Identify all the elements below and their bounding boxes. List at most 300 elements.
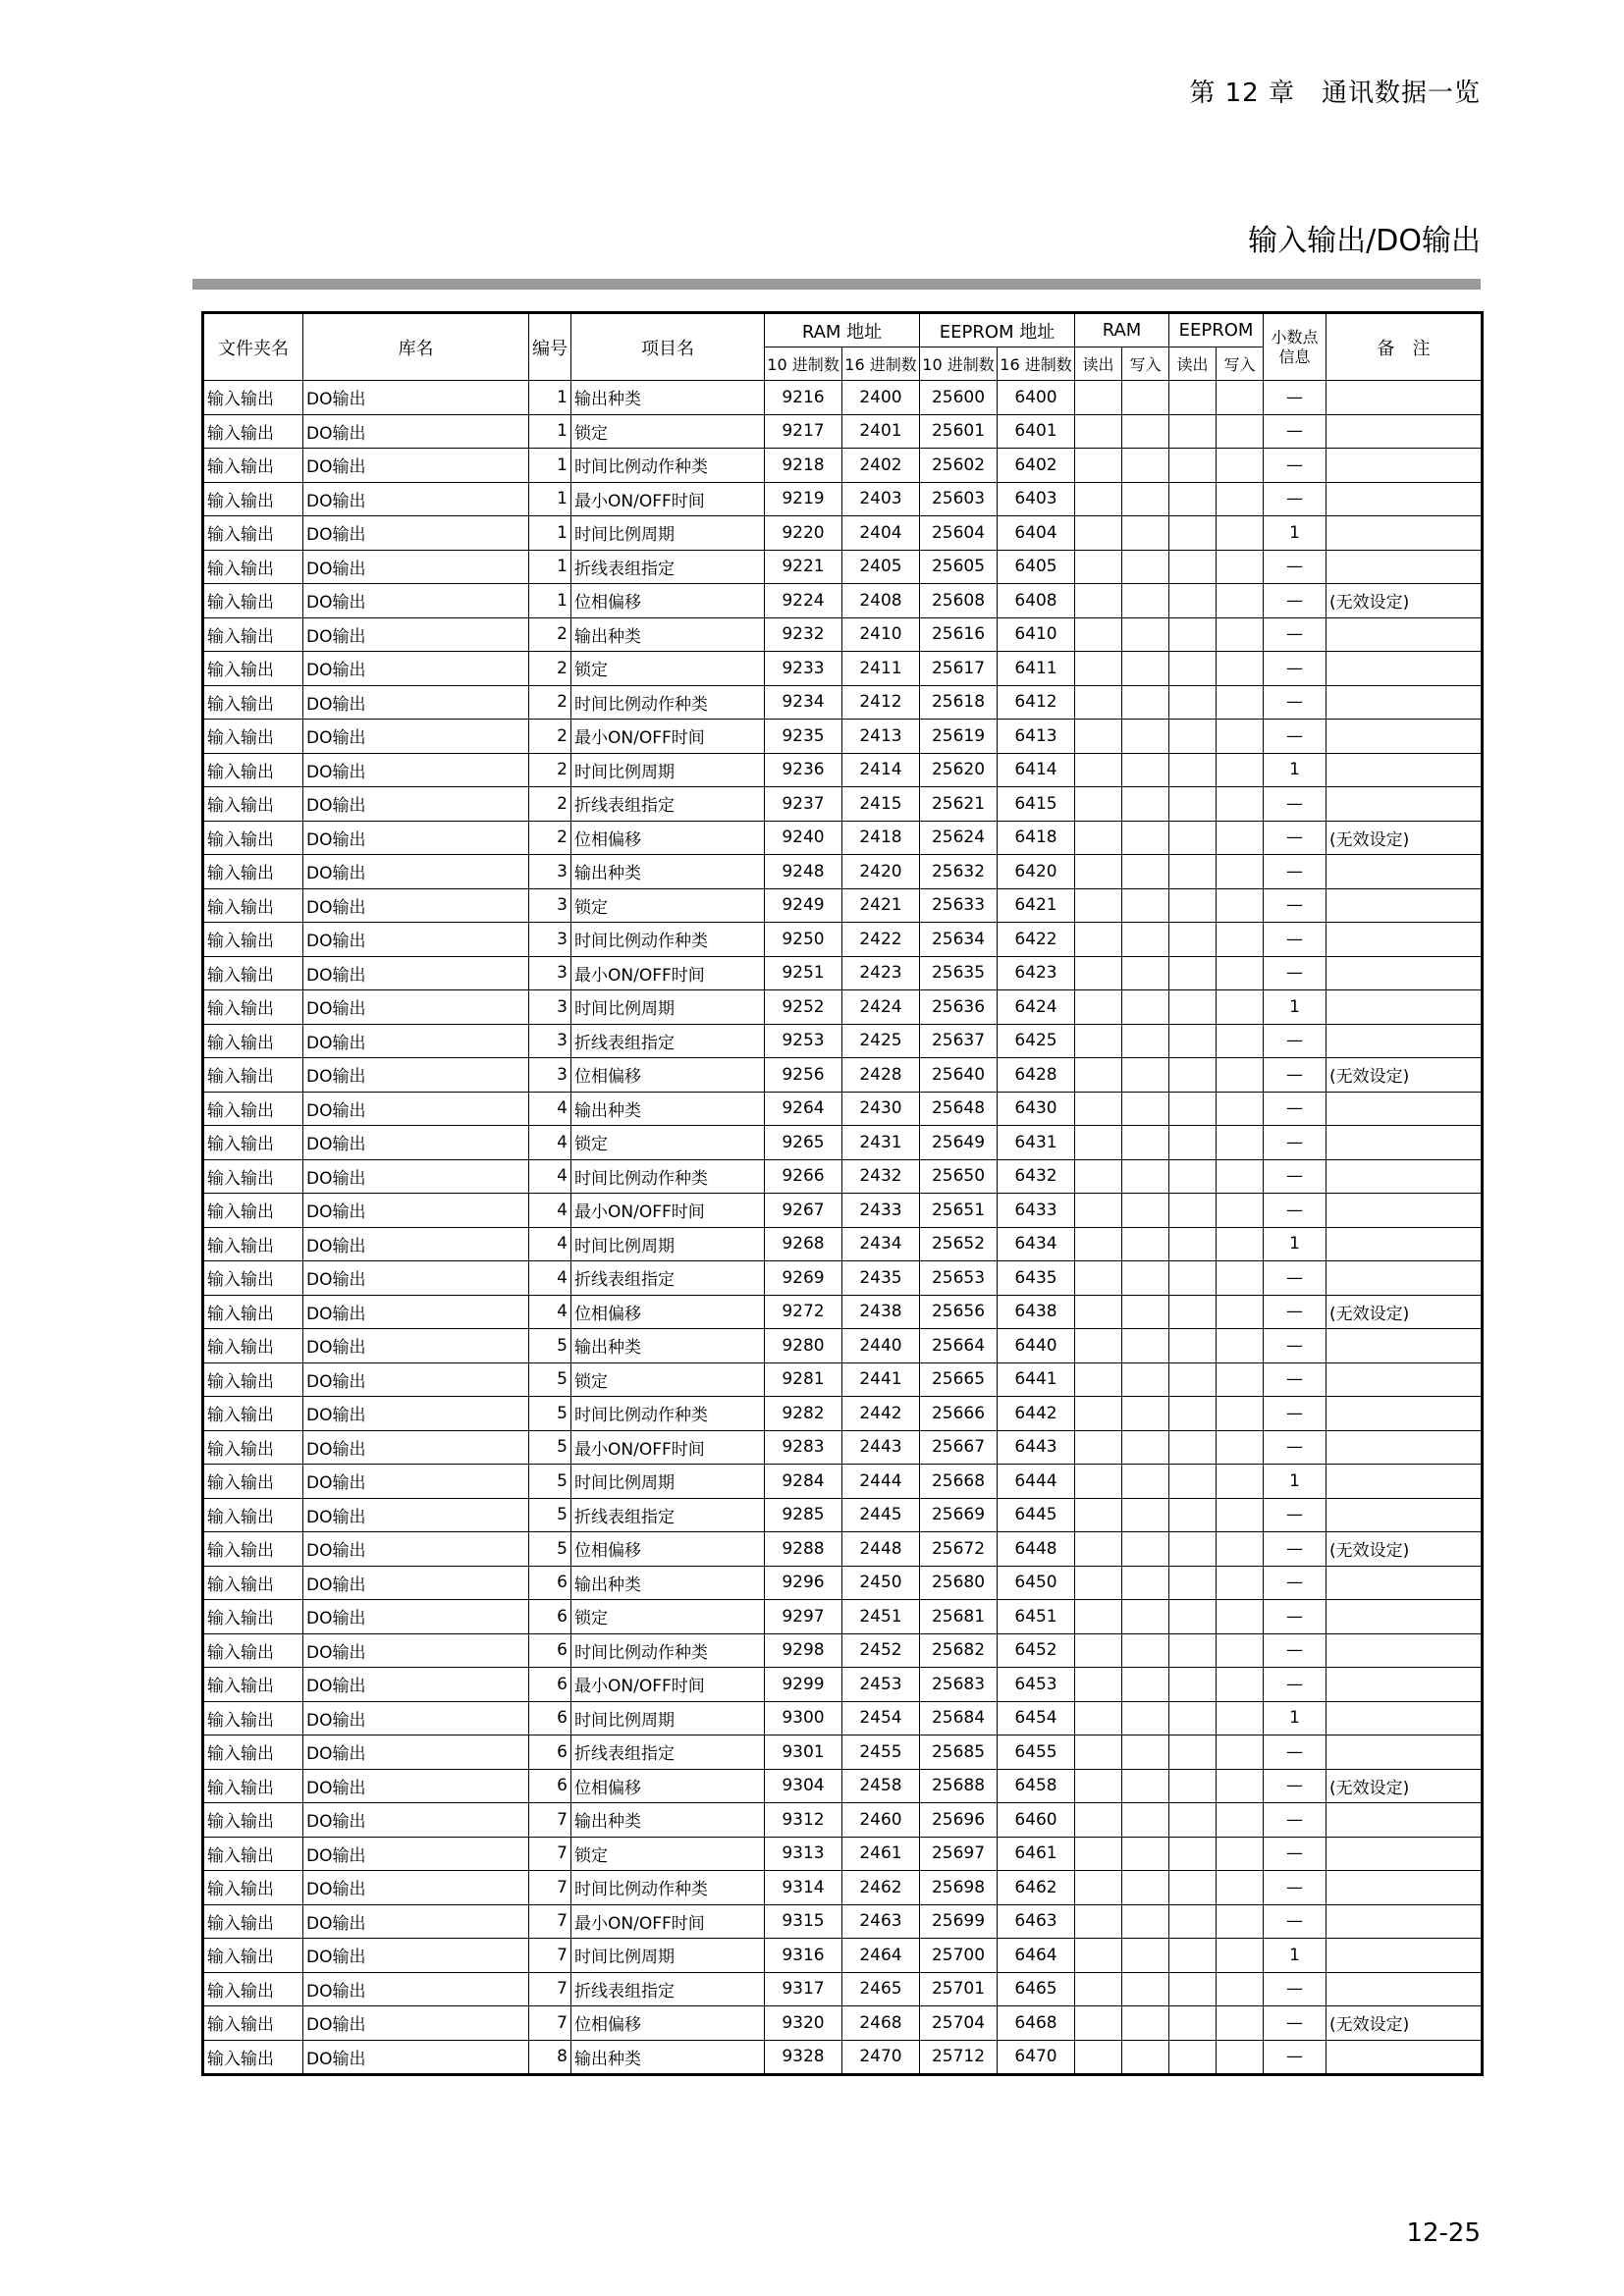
eeprom-hex-cell: 6425 (998, 1024, 1075, 1058)
library-cell: DO输出 (303, 1295, 529, 1329)
folder-cell: 输入输出 (203, 414, 303, 449)
eeprom-dec-cell: 25698 (920, 1871, 998, 1905)
ram-write-cell (1122, 821, 1169, 855)
ram-read-cell (1075, 1329, 1122, 1363)
remarks-cell (1326, 720, 1483, 754)
ram-read-cell (1075, 381, 1122, 415)
ram-hex-cell: 2464 (842, 1939, 920, 1973)
table-row (203, 1498, 1483, 1532)
folder-cell: 输入输出 (203, 753, 303, 787)
eeprom-read-cell (1169, 1633, 1217, 1668)
ram-write-cell (1122, 2040, 1169, 2075)
ram-write-cell (1122, 990, 1169, 1025)
eeprom-write-cell (1217, 720, 1264, 754)
library-cell: DO输出 (303, 2040, 529, 2075)
eeprom-write-cell (1217, 414, 1264, 449)
table-row (203, 1159, 1483, 1194)
decimal-info-cell: — (1264, 414, 1326, 449)
library-cell: DO输出 (303, 1939, 529, 1973)
ram-read-cell (1075, 1803, 1122, 1838)
item-name-cell: 最小ON/OFF时间 (571, 1430, 765, 1465)
number-cell: 4 (529, 1295, 571, 1329)
eeprom-hex-cell: 6411 (998, 652, 1075, 686)
ram-write-cell (1122, 1769, 1169, 1803)
header-library: 库名 (303, 313, 529, 381)
remarks-cell (1326, 652, 1483, 686)
decimal-info-cell: 1 (1264, 1939, 1326, 1973)
table-row (203, 1532, 1483, 1567)
ram-read-cell (1075, 1972, 1122, 2006)
eeprom-hex-cell: 6433 (998, 1194, 1075, 1228)
table-row (203, 414, 1483, 449)
decimal-info-cell: — (1264, 1058, 1326, 1093)
ram-dec-cell: 9221 (765, 550, 842, 584)
item-name-cell: 时间比例周期 (571, 1227, 765, 1261)
ram-hex-cell: 2430 (842, 1092, 920, 1126)
table-row (203, 2040, 1483, 2075)
ram-hex-cell: 2438 (842, 1295, 920, 1329)
table-row (203, 1362, 1483, 1397)
eeprom-write-cell (1217, 1735, 1264, 1770)
eeprom-dec-cell: 25621 (920, 787, 998, 822)
ram-hex-cell: 2420 (842, 855, 920, 889)
item-name-cell: 最小ON/OFF时间 (571, 1194, 765, 1228)
eeprom-hex-cell: 6412 (998, 685, 1075, 720)
ram-write-cell (1122, 923, 1169, 957)
eeprom-hex-cell: 6414 (998, 753, 1075, 787)
number-cell: 1 (529, 414, 571, 449)
ram-write-cell (1122, 1126, 1169, 1160)
item-name-cell: 时间比例周期 (571, 1939, 765, 1973)
item-name-cell: 输出种类 (571, 1803, 765, 1838)
eeprom-read-cell (1169, 1159, 1217, 1194)
decimal-info-cell: — (1264, 956, 1326, 990)
remarks-cell (1326, 753, 1483, 787)
item-name-cell: 时间比例动作种类 (571, 1397, 765, 1431)
eeprom-dec-cell: 25712 (920, 2040, 998, 2075)
number-cell: 5 (529, 1362, 571, 1397)
folder-cell: 输入输出 (203, 1532, 303, 1567)
decimal-info-cell: — (1264, 2040, 1326, 2075)
ram-dec-cell: 9218 (765, 449, 842, 483)
eeprom-read-cell (1169, 888, 1217, 923)
item-name-cell: 折线表组指定 (571, 550, 765, 584)
item-name-cell: 时间比例动作种类 (571, 449, 765, 483)
eeprom-hex-cell: 6462 (998, 1871, 1075, 1905)
folder-cell: 输入输出 (203, 381, 303, 415)
item-name-cell: 位相偏移 (571, 584, 765, 618)
folder-cell: 输入输出 (203, 1803, 303, 1838)
number-cell: 1 (529, 381, 571, 415)
remarks-cell (1326, 956, 1483, 990)
ram-hex-cell: 2412 (842, 685, 920, 720)
eeprom-dec-cell: 25608 (920, 584, 998, 618)
decimal-info-cell: — (1264, 1024, 1326, 1058)
eeprom-hex-cell: 6458 (998, 1769, 1075, 1803)
ram-read-cell (1075, 720, 1122, 754)
ram-dec-cell: 9304 (765, 1769, 842, 1803)
folder-cell: 输入输出 (203, 685, 303, 720)
ram-read-cell (1075, 2040, 1122, 2075)
eeprom-dec-cell: 25637 (920, 1024, 998, 1058)
eeprom-write-cell (1217, 1397, 1264, 1431)
communication-data-table (201, 311, 1484, 2076)
eeprom-hex-cell: 6431 (998, 1126, 1075, 1160)
ram-write-cell (1122, 1803, 1169, 1838)
folder-cell: 输入输出 (203, 1871, 303, 1905)
folder-cell: 输入输出 (203, 1769, 303, 1803)
eeprom-write-cell (1217, 1058, 1264, 1093)
eeprom-write-cell (1217, 584, 1264, 618)
eeprom-read-cell (1169, 990, 1217, 1025)
eeprom-read-cell (1169, 482, 1217, 516)
ram-dec-cell: 9250 (765, 923, 842, 957)
ram-read-cell (1075, 685, 1122, 720)
eeprom-read-cell (1169, 1362, 1217, 1397)
ram-read-cell (1075, 956, 1122, 990)
ram-dec-cell: 9298 (765, 1633, 842, 1668)
ram-dec-cell: 9299 (765, 1668, 842, 1702)
eeprom-dec-cell: 25633 (920, 888, 998, 923)
eeprom-read-cell (1169, 584, 1217, 618)
library-cell: DO输出 (303, 1904, 529, 1939)
ram-write-cell (1122, 1465, 1169, 1499)
eeprom-read-cell (1169, 1837, 1217, 1871)
eeprom-dec-cell: 25669 (920, 1498, 998, 1532)
ram-hex-cell: 2418 (842, 821, 920, 855)
folder-cell: 输入输出 (203, 2006, 303, 2041)
folder-cell: 输入输出 (203, 1465, 303, 1499)
item-name-cell: 时间比例周期 (571, 1701, 765, 1735)
ram-hex-cell: 2444 (842, 1465, 920, 1499)
decimal-info-cell: — (1264, 550, 1326, 584)
ram-read-cell (1075, 617, 1122, 652)
header-ram: RAM (1075, 313, 1169, 347)
ram-read-cell (1075, 1465, 1122, 1499)
ram-write-cell (1122, 1092, 1169, 1126)
table-row (203, 1397, 1483, 1431)
item-name-cell: 输出种类 (571, 2040, 765, 2075)
eeprom-write-cell (1217, 1092, 1264, 1126)
library-cell: DO输出 (303, 1837, 529, 1871)
ram-read-cell (1075, 1837, 1122, 1871)
decimal-info-cell: — (1264, 617, 1326, 652)
remarks-cell (1326, 516, 1483, 551)
remarks-cell (1326, 1803, 1483, 1838)
table-row (203, 720, 1483, 754)
eeprom-write-cell (1217, 1261, 1264, 1296)
folder-cell: 输入输出 (203, 449, 303, 483)
table-row (203, 990, 1483, 1025)
page-number: 12-25 (1406, 2218, 1481, 2248)
header-eeprom-hex: 16 进制数 (998, 347, 1075, 381)
library-cell: DO输出 (303, 381, 529, 415)
ram-write-cell (1122, 787, 1169, 822)
eeprom-hex-cell: 6461 (998, 1837, 1075, 1871)
header-eeprom-dec: 10 进制数 (920, 347, 998, 381)
ram-dec-cell: 9267 (765, 1194, 842, 1228)
folder-cell: 输入输出 (203, 720, 303, 754)
folder-cell: 输入输出 (203, 617, 303, 652)
ram-hex-cell: 2414 (842, 753, 920, 787)
number-cell: 4 (529, 1227, 571, 1261)
number-cell: 3 (529, 956, 571, 990)
decimal-info-cell: — (1264, 685, 1326, 720)
ram-read-cell (1075, 652, 1122, 686)
folder-cell: 输入输出 (203, 550, 303, 584)
eeprom-dec-cell: 25600 (920, 381, 998, 415)
number-cell: 2 (529, 787, 571, 822)
remarks-cell (1326, 381, 1483, 415)
table-row (203, 1194, 1483, 1228)
ram-read-cell (1075, 449, 1122, 483)
decimal-info-cell: — (1264, 1532, 1326, 1567)
item-name-cell: 锁定 (571, 1600, 765, 1634)
eeprom-write-cell (1217, 685, 1264, 720)
library-cell: DO输出 (303, 1261, 529, 1296)
remarks-cell (1326, 449, 1483, 483)
eeprom-hex-cell: 6460 (998, 1803, 1075, 1838)
item-name-cell: 位相偏移 (571, 1532, 765, 1567)
folder-cell: 输入输出 (203, 1939, 303, 1973)
folder-cell: 输入输出 (203, 1904, 303, 1939)
remarks-cell (1326, 414, 1483, 449)
ram-dec-cell: 9253 (765, 1024, 842, 1058)
eeprom-read-cell (1169, 652, 1217, 686)
eeprom-hex-cell: 6410 (998, 617, 1075, 652)
ram-dec-cell: 9216 (765, 381, 842, 415)
number-cell: 6 (529, 1566, 571, 1600)
table-row (203, 617, 1483, 652)
ram-read-cell (1075, 1532, 1122, 1567)
ram-hex-cell: 2405 (842, 550, 920, 584)
ram-hex-cell: 2431 (842, 1126, 920, 1160)
eeprom-read-cell (1169, 1871, 1217, 1905)
ram-dec-cell: 9300 (765, 1701, 842, 1735)
library-cell: DO输出 (303, 1871, 529, 1905)
decimal-info-cell: — (1264, 1600, 1326, 1634)
remarks-cell (1326, 787, 1483, 822)
ram-hex-cell: 2433 (842, 1194, 920, 1228)
eeprom-dec-cell: 25682 (920, 1633, 998, 1668)
ram-write-cell (1122, 1735, 1169, 1770)
eeprom-write-cell (1217, 1194, 1264, 1228)
number-cell: 2 (529, 753, 571, 787)
ram-dec-cell: 9272 (765, 1295, 842, 1329)
ram-read-cell (1075, 1092, 1122, 1126)
item-name-cell: 折线表组指定 (571, 1261, 765, 1296)
eeprom-hex-cell: 6402 (998, 449, 1075, 483)
decimal-info-cell: — (1264, 1566, 1326, 1600)
table-row (203, 821, 1483, 855)
eeprom-dec-cell: 25672 (920, 1532, 998, 1567)
table-row (203, 482, 1483, 516)
folder-cell: 输入输出 (203, 1566, 303, 1600)
remarks-cell (1326, 550, 1483, 584)
eeprom-read-cell (1169, 1939, 1217, 1973)
folder-cell: 输入输出 (203, 482, 303, 516)
eeprom-hex-cell: 6465 (998, 1972, 1075, 2006)
eeprom-read-cell (1169, 1126, 1217, 1160)
eeprom-hex-cell: 6445 (998, 1498, 1075, 1532)
ram-dec-cell: 9224 (765, 584, 842, 618)
eeprom-read-cell (1169, 1972, 1217, 2006)
ram-write-cell (1122, 381, 1169, 415)
remarks-cell (1326, 1600, 1483, 1634)
ram-read-cell (1075, 753, 1122, 787)
item-name-cell: 最小ON/OFF时间 (571, 1904, 765, 1939)
decimal-info-cell: 1 (1264, 990, 1326, 1025)
eeprom-write-cell (1217, 1362, 1264, 1397)
ram-read-cell (1075, 1668, 1122, 1702)
table-row (203, 1803, 1483, 1838)
item-name-cell: 锁定 (571, 1126, 765, 1160)
table-row (203, 1126, 1483, 1160)
remarks-cell (1326, 1566, 1483, 1600)
ram-write-cell (1122, 1837, 1169, 1871)
library-cell: DO输出 (303, 855, 529, 889)
ram-dec-cell: 9280 (765, 1329, 842, 1363)
section-title: 输入输出/DO输出 (1248, 224, 1481, 258)
number-cell: 4 (529, 1159, 571, 1194)
item-name-cell: 位相偏移 (571, 2006, 765, 2041)
folder-cell: 输入输出 (203, 1397, 303, 1431)
folder-cell: 输入输出 (203, 855, 303, 889)
number-cell: 4 (529, 1126, 571, 1160)
number-cell: 7 (529, 2006, 571, 2041)
library-cell: DO输出 (303, 2006, 529, 2041)
eeprom-hex-cell: 6403 (998, 482, 1075, 516)
ram-hex-cell: 2468 (842, 2006, 920, 2041)
item-name-cell: 输出种类 (571, 1566, 765, 1600)
ram-read-cell (1075, 482, 1122, 516)
folder-cell: 输入输出 (203, 1295, 303, 1329)
eeprom-write-cell (1217, 2040, 1264, 2075)
decimal-info-cell: — (1264, 1871, 1326, 1905)
eeprom-write-cell (1217, 1904, 1264, 1939)
library-cell: DO输出 (303, 516, 529, 551)
decimal-info-cell: — (1264, 1329, 1326, 1363)
ram-write-cell (1122, 482, 1169, 516)
number-cell: 6 (529, 1668, 571, 1702)
library-cell: DO输出 (303, 753, 529, 787)
eeprom-write-cell (1217, 787, 1264, 822)
ram-write-cell (1122, 855, 1169, 889)
ram-write-cell (1122, 888, 1169, 923)
eeprom-hex-cell: 6441 (998, 1362, 1075, 1397)
number-cell: 7 (529, 1939, 571, 1973)
header-remarks: 备 注 (1326, 313, 1483, 381)
ram-dec-cell: 9252 (765, 990, 842, 1025)
eeprom-dec-cell: 25656 (920, 1295, 998, 1329)
ram-write-cell (1122, 1159, 1169, 1194)
ram-write-cell (1122, 584, 1169, 618)
table-row (203, 1092, 1483, 1126)
eeprom-read-cell (1169, 1668, 1217, 1702)
library-cell: DO输出 (303, 1701, 529, 1735)
table-row (203, 1465, 1483, 1499)
folder-cell: 输入输出 (203, 1227, 303, 1261)
library-cell: DO输出 (303, 956, 529, 990)
ram-read-cell (1075, 1227, 1122, 1261)
eeprom-write-cell (1217, 516, 1264, 551)
ram-dec-cell: 9314 (765, 1871, 842, 1905)
ram-read-cell (1075, 787, 1122, 822)
eeprom-hex-cell: 6464 (998, 1939, 1075, 1973)
decimal-info-cell: — (1264, 1362, 1326, 1397)
library-cell: DO输出 (303, 1465, 529, 1499)
item-name-cell: 折线表组指定 (571, 1024, 765, 1058)
folder-cell: 输入输出 (203, 1024, 303, 1058)
ram-dec-cell: 9328 (765, 2040, 842, 2075)
ram-write-cell (1122, 1939, 1169, 1973)
ram-dec-cell: 9313 (765, 1837, 842, 1871)
table-row (203, 550, 1483, 584)
number-cell: 7 (529, 1837, 571, 1871)
item-name-cell: 输出种类 (571, 1092, 765, 1126)
number-cell: 7 (529, 1972, 571, 2006)
number-cell: 2 (529, 617, 571, 652)
remarks-cell (1326, 1194, 1483, 1228)
eeprom-dec-cell: 25619 (920, 720, 998, 754)
eeprom-read-cell (1169, 1194, 1217, 1228)
folder-cell: 输入输出 (203, 1261, 303, 1296)
eeprom-hex-cell: 6415 (998, 787, 1075, 822)
ram-read-cell (1075, 1194, 1122, 1228)
ram-read-cell (1075, 888, 1122, 923)
eeprom-dec-cell: 25668 (920, 1465, 998, 1499)
folder-cell: 输入输出 (203, 1498, 303, 1532)
decimal-info-cell: — (1264, 1837, 1326, 1871)
ram-write-cell (1122, 414, 1169, 449)
eeprom-dec-cell: 25699 (920, 1904, 998, 1939)
ram-hex-cell: 2470 (842, 2040, 920, 2075)
eeprom-write-cell (1217, 1701, 1264, 1735)
number-cell: 4 (529, 1261, 571, 1296)
library-cell: DO输出 (303, 685, 529, 720)
number-cell: 3 (529, 1024, 571, 1058)
eeprom-dec-cell: 25635 (920, 956, 998, 990)
ram-dec-cell: 9219 (765, 482, 842, 516)
remarks-cell (1326, 923, 1483, 957)
remarks-cell (1326, 1092, 1483, 1126)
folder-cell: 输入输出 (203, 1194, 303, 1228)
table-row (203, 855, 1483, 889)
eeprom-hex-cell: 6434 (998, 1227, 1075, 1261)
item-name-cell: 位相偏移 (571, 1058, 765, 1093)
eeprom-write-cell (1217, 1532, 1264, 1567)
ram-hex-cell: 2413 (842, 720, 920, 754)
item-name-cell: 时间比例周期 (571, 516, 765, 551)
table-body (203, 381, 1483, 2075)
eeprom-dec-cell: 25697 (920, 1837, 998, 1871)
ram-read-cell (1075, 1904, 1122, 1939)
item-name-cell: 最小ON/OFF时间 (571, 720, 765, 754)
number-cell: 1 (529, 482, 571, 516)
library-cell: DO输出 (303, 1532, 529, 1567)
eeprom-write-cell (1217, 1668, 1264, 1702)
ram-hex-cell: 2441 (842, 1362, 920, 1397)
eeprom-read-cell (1169, 855, 1217, 889)
eeprom-write-cell (1217, 1126, 1264, 1160)
eeprom-write-cell (1217, 1329, 1264, 1363)
remarks-cell: (无效设定) (1326, 2006, 1483, 2041)
folder-cell: 输入输出 (203, 1159, 303, 1194)
ram-write-cell (1122, 1972, 1169, 2006)
remarks-cell (1326, 1939, 1483, 1973)
ram-read-cell (1075, 1735, 1122, 1770)
ram-dec-cell: 9240 (765, 821, 842, 855)
